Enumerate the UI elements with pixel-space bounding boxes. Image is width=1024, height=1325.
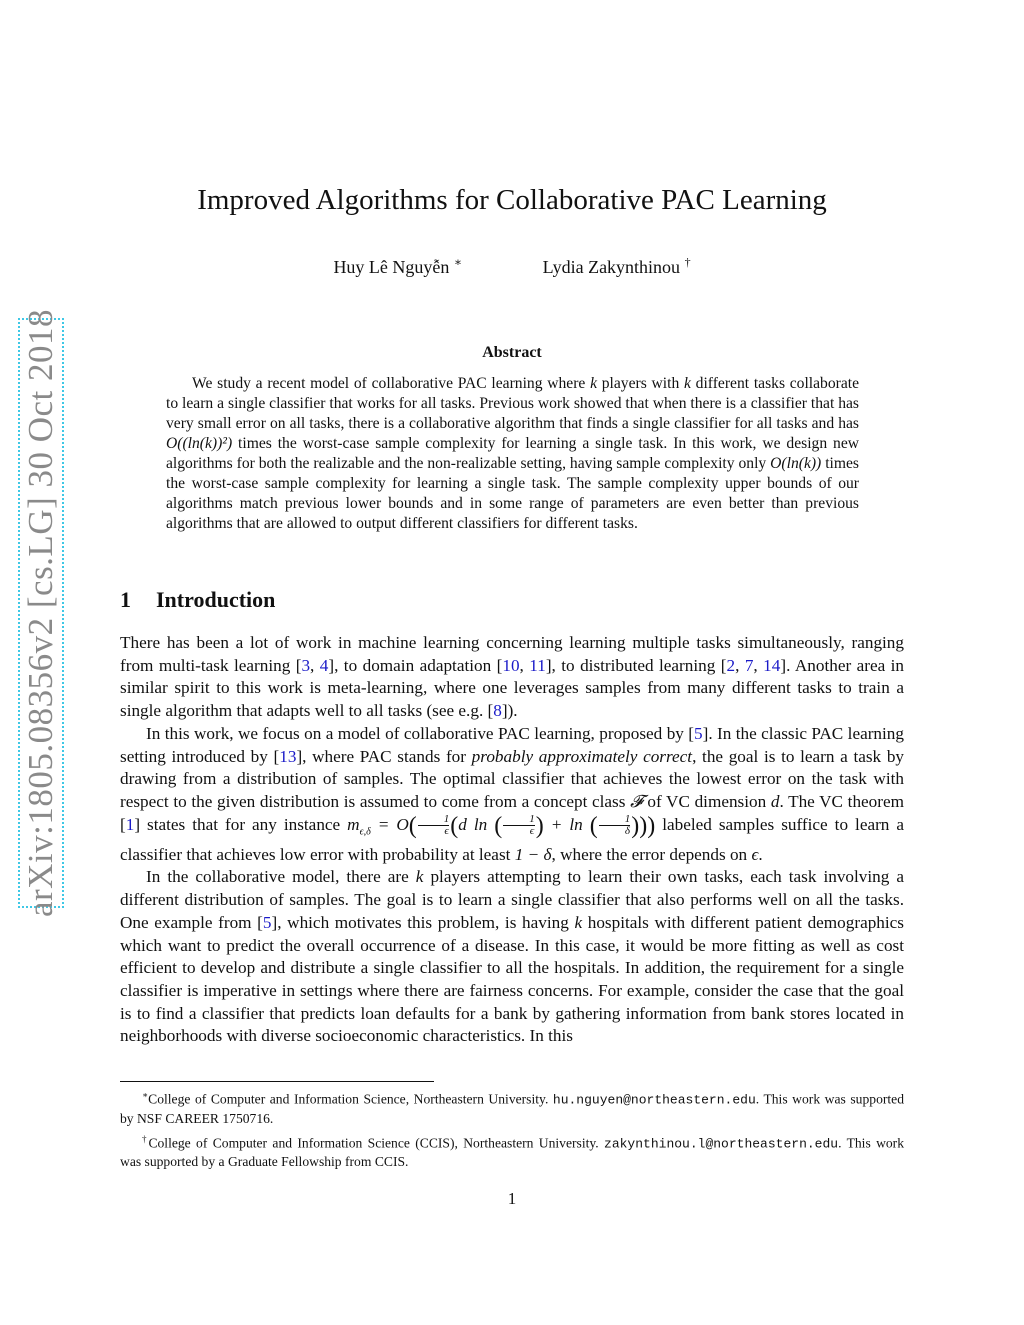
footnote-rule (120, 1081, 434, 1082)
citation-link[interactable]: 8 (493, 701, 502, 721)
author-1: Huy Lê Nguyễn ∗ (333, 255, 463, 277)
author-2: Lydia Zakynthinou † (542, 255, 691, 277)
citation-link[interactable]: 7 (744, 655, 754, 675)
citation-link[interactable]: 4 (319, 655, 329, 675)
footnote-1: ∗College of Computer and Information Science, Northeastern University. hu.nguyen@northeastern.edu. This work was supported by NSF CAREER 1750716. (120, 1090, 904, 1126)
author-2-mark: † (684, 255, 691, 269)
citation-link[interactable]: 14 (763, 655, 781, 675)
body-text (120, 632, 904, 1048)
arxiv-stamp (18, 308, 64, 918)
section-title: Introduction (156, 587, 276, 612)
footnote-2: †College of Computer and Information Science (CCIS), Northeastern University. zakynthinou.l@northeastern.edu. This work was supported by a Graduate Fellowship from CCIS. (120, 1133, 905, 1170)
formula: $m_{\epsilon,\delta} = O$( $\frac{1}{\epsilon}$ (d ln ( $\frac{1}{\epsilon}$ ) + ln ( $\frac{1}{\delta}$ ))) (347, 812, 656, 839)
emphasis: probably approximately correct (471, 746, 693, 766)
citation-link[interactable]: 13 (279, 746, 297, 766)
email-link[interactable]: zakynthinou.l@northeastern.edu (604, 1136, 839, 1152)
paragraph-3: In the collaborative model, there are k players attempting to learn their own tasks, each task involving a different distribution of samples. The goal is to learn a single classifier that also performs well on all the tasks. One example from [5], which motivates this problem, is having k hospitals with different patient demographics which want to predict the overall occurrence of a disease. In this case, it would be more fitting as well as cost efficient to develop and distribute a single classifier to all the hospitals. In addition, the requirement for a single classifier is imperative in settings where there are fairness concerns. For example, consider the case that the goal is to find a classifier that predicts loan defaults for a bank by gathering information from bank stores located in neighborhoods with diverse socioeconomic characteristics. In this (120, 867, 905, 1046)
author-1-mark: ∗ (453, 255, 463, 269)
email-link[interactable]: hu.nguyen@northeastern.edu (552, 1092, 756, 1108)
page-number: 1 (507, 1189, 517, 1208)
arxiv-stamp-text: arXiv:1805.08356v2 [cs.LG] 30 Oct 2018 (21, 308, 60, 918)
paragraph-1: There has been a lot of work in machine learning concerning learning multiple tasks simultaneously, ranging from multi-task learning [3, 4], to domain adaptation [10, 11], to distributed learning [2, 7, 14]. Another area in similar spirit to this work is meta-learning, where one leverages samples from many different tasks to train a single algorithm that adapts well to all tasks (see e.g. [8]). (120, 633, 905, 721)
citation-link[interactable]: 5 (262, 912, 272, 932)
author-list (0, 255, 1024, 278)
citation-link[interactable]: 1 (125, 814, 135, 834)
citation-link[interactable]: 3 (301, 655, 311, 675)
citation-link[interactable]: 5 (694, 723, 703, 743)
citation-link[interactable]: 11 (529, 655, 546, 675)
citation-link[interactable]: 10 (502, 655, 520, 675)
section-number: 1 (120, 587, 131, 612)
section-heading (120, 587, 275, 613)
footnotes (120, 1086, 904, 1173)
abstract-heading: Abstract (482, 344, 542, 361)
abstract-text: We study a recent model of collaborative PAC learning where k players with k different tasks collaborate to learn a single classifier that works for all tasks. Previous work showed that when there is a classifier that has very small error on all tasks, there is a collaborative algorithm that finds a single classifier for all tasks and has O((ln(k))²) times the worst-case sample complexity for learning a single task. In this work, we design new algorithms for both the realizable and the non-realizable setting, having sample complexity only O(ln(k)) times the worst-case sample complexity for learning a single task. The sample complexity upper bounds of our algorithms match previous lower bounds and in some range of parameters are even better than previous algorithms that are allowed to output different classifiers for different tasks. (166, 375, 860, 532)
paper-title: Improved Algorithms for Collaborative PAC Learning (197, 184, 827, 216)
citation-link[interactable]: 2 (726, 655, 736, 675)
paragraph-2: In this work, we focus on a model of collaborative PAC learning, proposed by [5]. In the classic PAC learning setting introduced by [13], where PAC stands for probably approximately correct, the goal is to learn a task by drawing from a distribution of samples. The optimal classifier that achieves the lowest error on the task with respect to the given distribution is assumed to come from a concept class 𝓕 of VC dimension d. The VC theorem [1] states that for any instance $m_{\epsilon,\delta} = O$( $\frac{1}{\epsilon}$ (d ln ( $\frac{1}{\epsilon}$ ) + ln ( $\frac{1}{\delta}$ ))) labeled samples suffice to learn a classifier that achieves low error with probability at least 1 − δ, where the error depends on ϵ. (120, 723, 905, 864)
